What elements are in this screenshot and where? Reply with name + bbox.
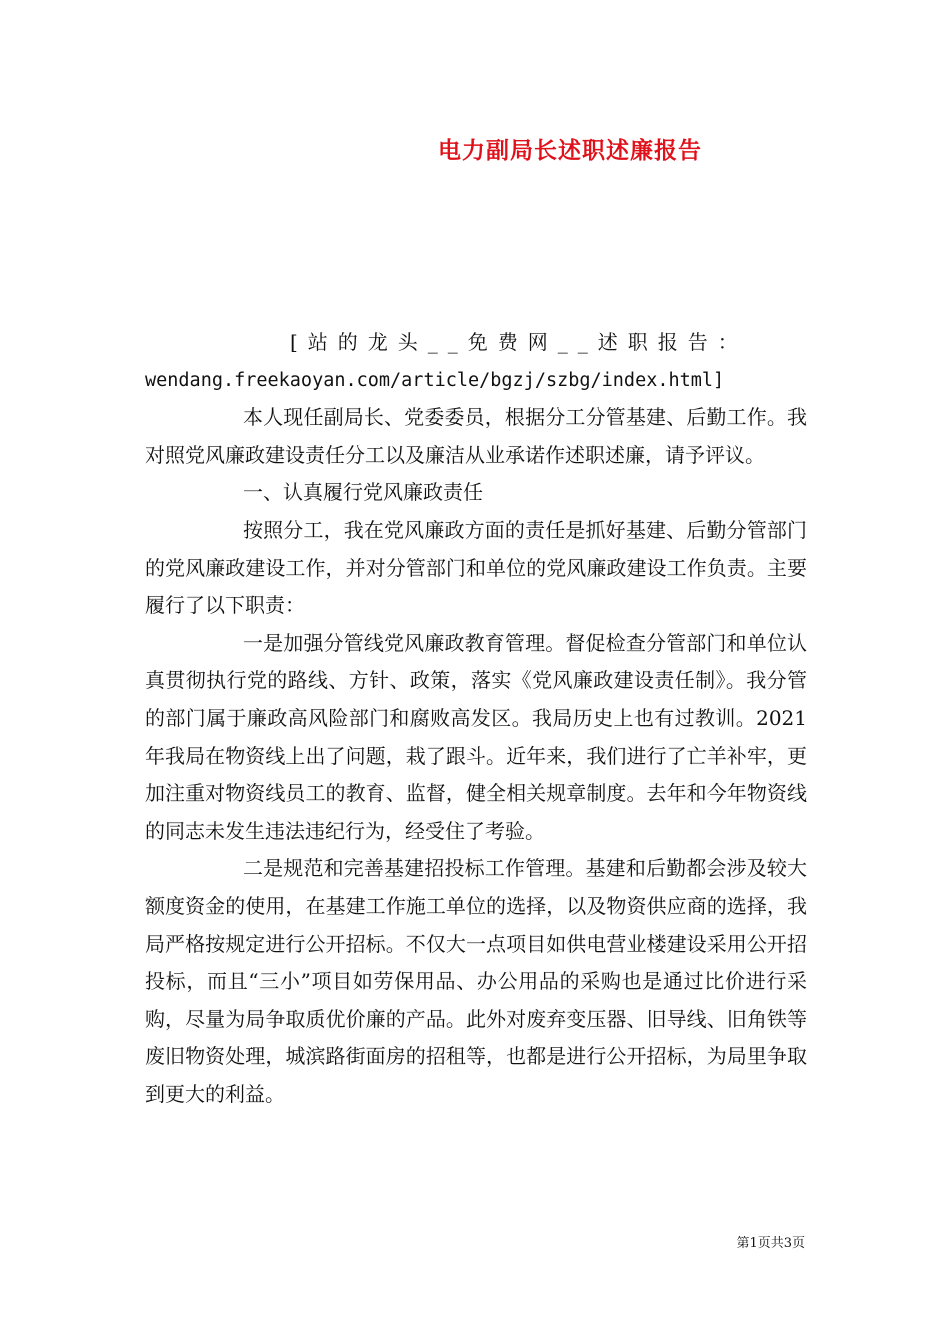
- source-prefix: [站的龙头__免费网__述职报告：: [290, 330, 748, 354]
- section-heading: 一、认真履行党风廉政责任: [243, 480, 483, 505]
- page-number: 第1页共3页: [736, 1236, 805, 1251]
- document-body: [145, 324, 807, 1113]
- paragraph-point-2: 二是规范和完善基建招投标工作管理。基建和后勤都会涉及较大额度资金的使用，在基建工作施工单位的选择，以及物资供应商的选择，我局严格按规定进行公开招标。不仅大一点项目如供电营业楼建设采用公开招投标，而且“三小”项目如劳保用品、办公用品的采购也是通过比价进行采购，尽量为局争取质优价廉的产品。此外对废弃变压器、旧导线、旧角铁等废旧物资处理，城滨路街面房的招租等，也都是进行公开招标，为局里争取到更大的利益。: [145, 856, 807, 1106]
- paragraph-intro: 本人现任副局长、党委委员，根据分工分管基建、后勤工作。我对照党风廉政建设责任分工以及廉洁从业承诺作述职述廉，请予评议。: [145, 405, 807, 467]
- document-title: 电力副局长述职述廉报告: [438, 137, 702, 164]
- source-url: wendang.freekaoyan.com/article/bgzj/szbg/index.html]: [145, 369, 725, 391]
- paragraph-duties: 按照分工，我在党风廉政方面的责任是抓好基建、后勤分管部门的党风廉政建设工作，并对分管部门和单位的党风廉政建设工作负责。主要履行了以下职责：: [145, 517, 807, 618]
- paragraph-point-1: 一是加强分管线党风廉政教育管理。督促检查分管部门和单位认真贯彻执行党的路线、方针、政策，落实《党风廉政建设责任制》。我分管的部门属于廉政高风险部门和腐败高发区。我局历史上也有过教训。2021年我局在物资线上出了问题，栽了跟斗。近年来，我们进行了亡羊补牢，更加注重对物资线员工的教育、监督，健全相关规章制度。去年和今年物资线的同志未发生违法违纪行为，经受住了考验。: [145, 630, 807, 843]
